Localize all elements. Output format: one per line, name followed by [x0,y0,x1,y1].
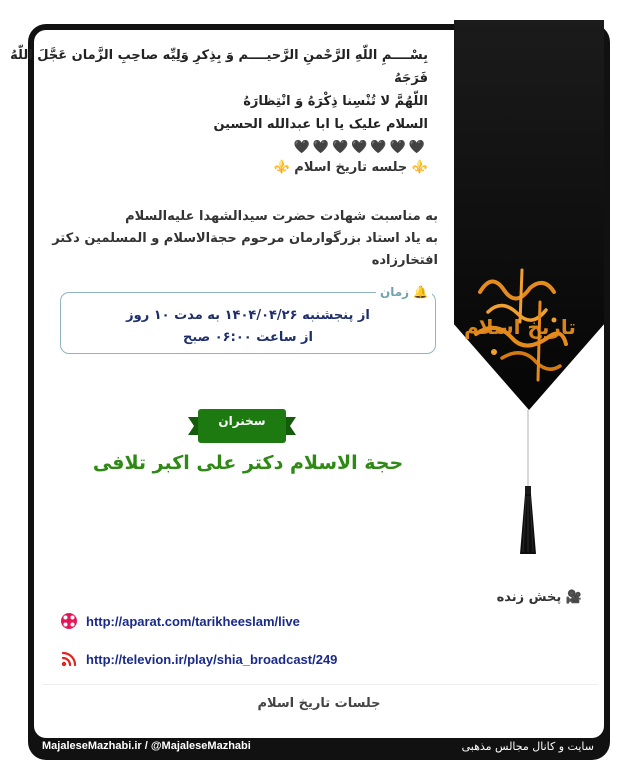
live-label-text: پخش زنده [496,590,562,605]
speaker-badge-label: سخنران [218,414,266,428]
bell-icon: 🔔 [413,285,429,299]
session-title [68,160,428,175]
basmala-line: بِسْــــمِ اللّهِ الرَّحْمنِ الرَّحیــــم وَ بِذِکرِ وَلِیِّه صاحِبِ الزَّمان عَجَّلَ اللّهُ فَرَجَهُ [10,48,428,86]
occasion-block [38,206,438,272]
aparat-icon [60,612,78,630]
live-label [497,590,582,605]
footer-title: جلسات تاریخ اسلام [257,696,381,711]
aparat-link[interactable]: http://aparat.com/tarikheeslam/live [86,613,300,629]
televion-link[interactable]: http://televion.ir/play/shia_broadcast/249 [86,651,338,667]
time-label-text: زمان [380,285,410,299]
site-handle[interactable]: MajaleseMazhabi.ir / @MajaleseMazhabi [42,740,251,752]
fleur-icon: ⚜️ [411,160,428,175]
salutation-line: السلام علیک یا ابا عبدالله الحسین [213,117,428,132]
banner-calligraphy [462,262,578,392]
fleur-icon: ⚜️ [273,160,290,175]
televion-link-row [60,650,337,668]
speaker-name: حجة الاسلام دکتر علی اکبر تلافی [92,452,404,474]
banner-cord [527,410,529,490]
intro-block [8,44,428,159]
occasion-line-1: به مناسبت شهادت حضرت سیدالشهدا علیه‌السلام [125,209,438,224]
banner-tassel [518,486,538,556]
aparat-link-row [60,612,300,630]
time-date-line: از پنجشنبه ۱۴۰۴/۰۴/۲۶ به مدت ۱۰ روز [126,308,370,323]
occasion-line-2: به یاد استاد بزرگوارمان مرحوم حجة‌الاسلام و المسلمین دکتر افتخارزاده [52,231,438,268]
footer-divider [42,684,598,685]
camera-icon: 🎥 [565,590,582,605]
time-box [60,292,436,354]
session-title-text: جلسه تاریخ اسلام [294,160,408,175]
time-label [376,285,432,299]
broadcast-icon [60,650,78,668]
time-hour-line: از ساعت ۰۶:۰۰ صبح [182,330,313,345]
prayer-line: اللّهُمَّ لا تُنْسِنا ذِکْرَهُ وَ انْتِظارَهُ [243,94,428,109]
site-caption: سایت و کانال مجالس مذهبی [461,740,594,753]
banner-calligraphy-text: تاریخ اسلام [464,315,576,339]
black-hearts: 🖤🖤🖤🖤🖤🖤🖤 [293,140,428,155]
